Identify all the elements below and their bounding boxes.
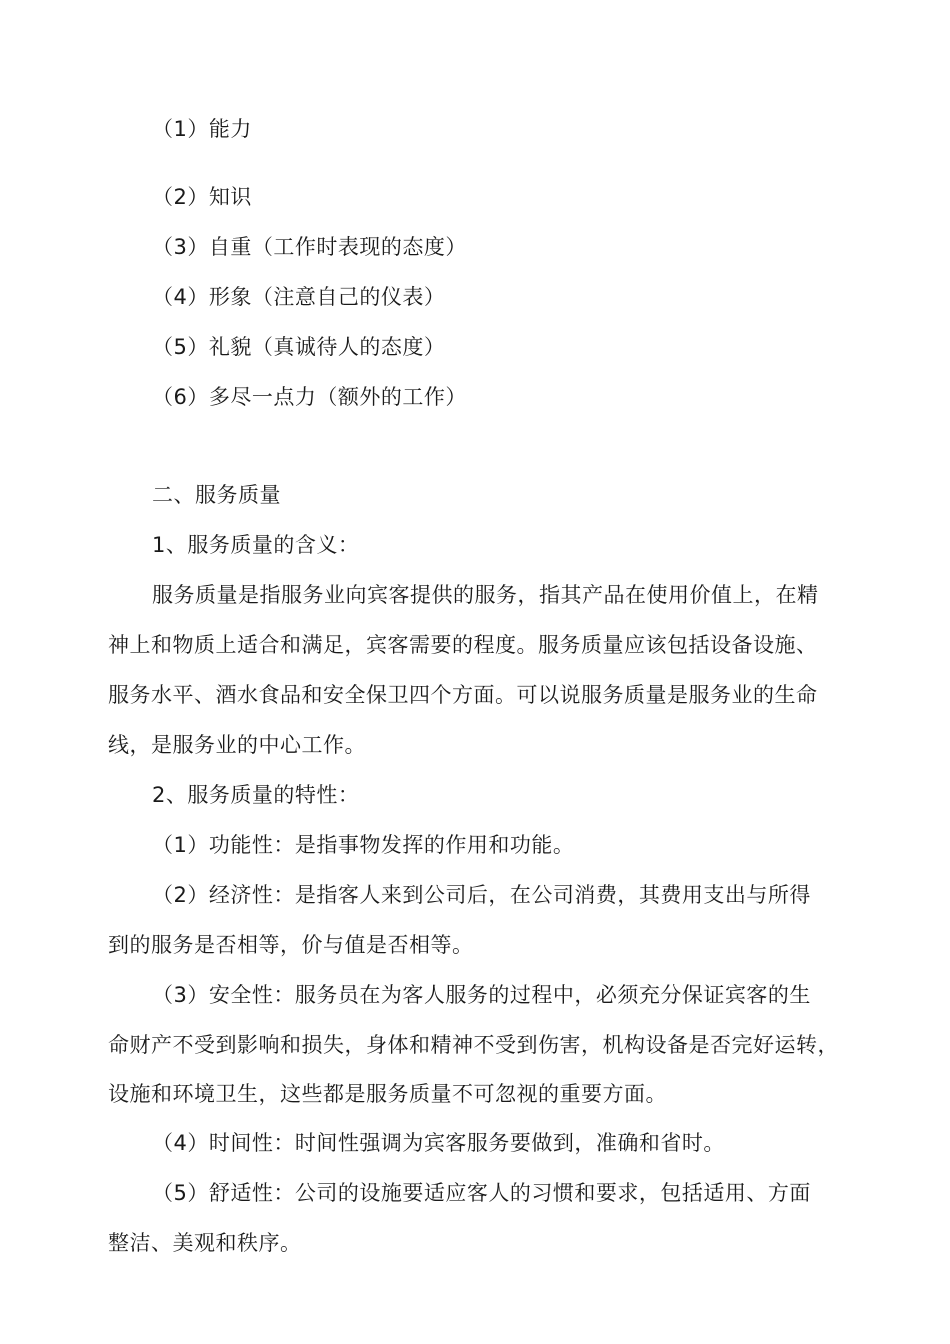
paragraph-line: 线，是服务业的中心工作。	[108, 733, 366, 757]
subsection-heading-meaning: 1、服务质量的含义：	[152, 533, 360, 557]
list-item-image: （4）形象（注意自己的仪表）	[152, 285, 446, 309]
paragraph-line: 神上和物质上适合和满足，宾客需要的程度。服务质量应该包括设备设施、	[108, 633, 818, 657]
paragraph-line: （3）安全性：服务员在为客人服务的过程中，必须充分保证宾客的生	[152, 983, 811, 1007]
paragraph-line: 命财产不受到影响和损失，身体和精神不受到伤害，机构设备是否完好运转，	[108, 1033, 839, 1057]
list-item-extra-effort: （6）多尽一点力（额外的工作）	[152, 385, 467, 409]
list-item-self-respect: （3）自重（工作时表现的态度）	[152, 235, 467, 259]
paragraph-line: （5）舒适性：公司的设施要适应客人的习惯和要求，包括适用、方面	[152, 1181, 811, 1205]
paragraph-line: （4）时间性：时间性强调为宾客服务要做到，准确和省时。	[152, 1131, 725, 1155]
list-item-knowledge: （2）知识	[152, 185, 252, 209]
paragraph-line: （2）经济性：是指客人来到公司后，在公司消费，其费用支出与所得	[152, 883, 811, 907]
paragraph-line: 到的服务是否相等，价与值是否相等。	[108, 933, 474, 957]
paragraph-line: （1）功能性：是指事物发挥的作用和功能。	[152, 833, 575, 857]
paragraph-line: 整洁、美观和秩序。	[108, 1231, 302, 1255]
paragraph-line: 服务水平、酒水食品和安全保卫四个方面。可以说服务质量是服务业的生命	[108, 683, 818, 707]
subsection-heading-characteristics: 2、服务质量的特性：	[152, 783, 360, 807]
paragraph-line: 服务质量是指服务业向宾客提供的服务，指其产品在使用价值上，在精	[152, 583, 819, 607]
list-item-ability: （1）能力	[152, 117, 252, 141]
list-item-courtesy: （5）礼貌（真诚待人的态度）	[152, 335, 446, 359]
paragraph-line: 设施和环境卫生，这些都是服务质量不可忽视的重要方面。	[108, 1082, 667, 1106]
section-heading: 二、服务质量	[152, 483, 281, 507]
